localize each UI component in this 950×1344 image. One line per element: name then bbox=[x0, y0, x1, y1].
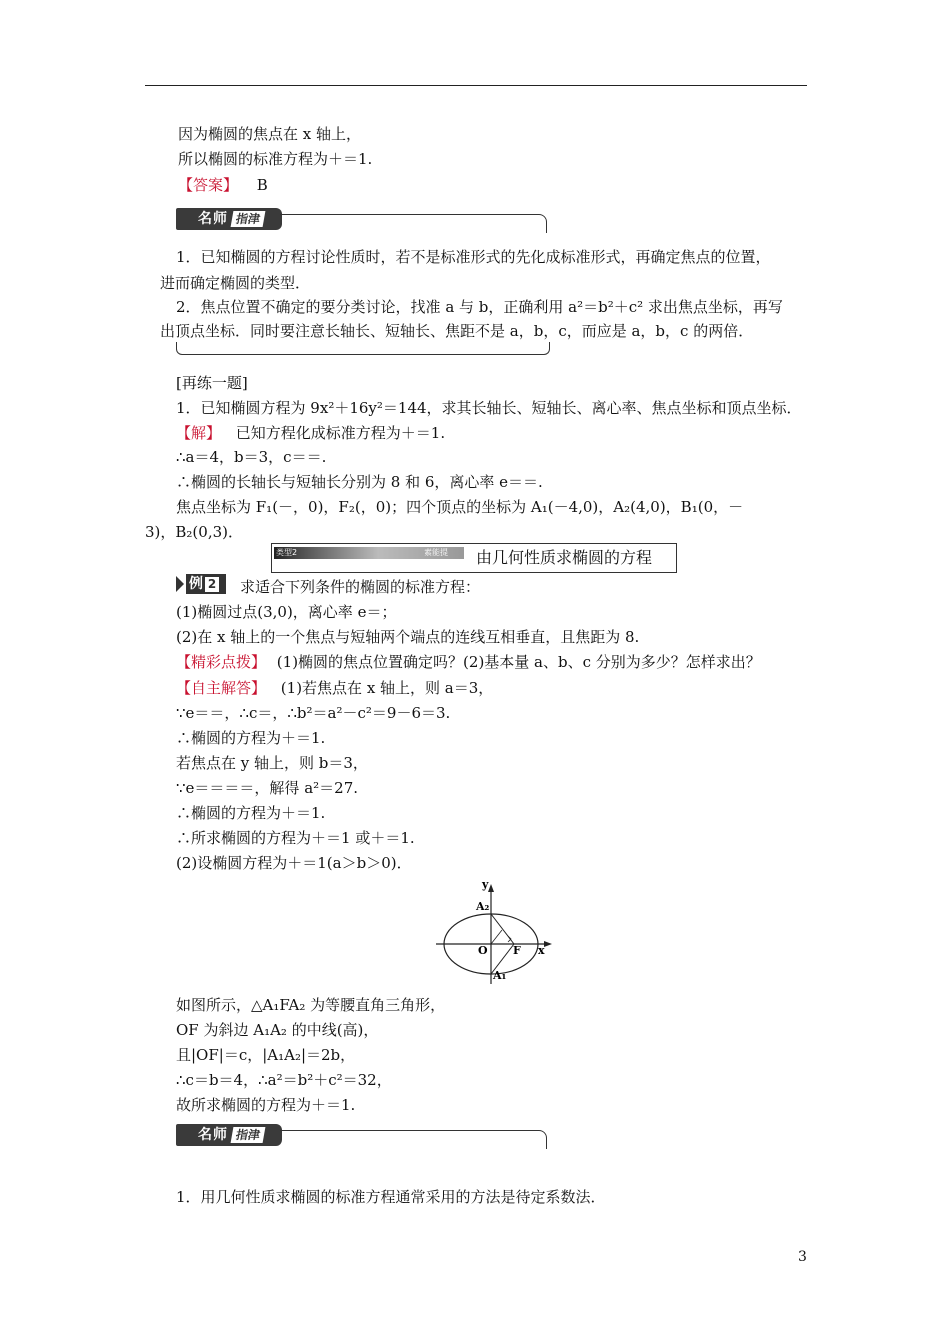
self-solution-tag: 【自主解答】 bbox=[176, 679, 267, 697]
a2-label: A₂ bbox=[476, 900, 490, 913]
answer-tag: 【答案】 bbox=[178, 176, 239, 194]
tip-badge-word1: 名师 bbox=[198, 211, 228, 227]
tip-box-frame-top bbox=[280, 1130, 547, 1149]
example-condition: (2)在 x 轴上的一个焦点与短轴两个端点的连线互相垂直，且焦距为 8. bbox=[176, 628, 640, 646]
segment-of bbox=[491, 930, 502, 944]
y-label: y bbox=[482, 878, 489, 891]
solution-text: (2)设椭圆方程为＋＝1(a＞b＞0)． bbox=[176, 854, 412, 872]
a1-label: A₁ bbox=[493, 969, 507, 982]
text-line: 因为椭圆的焦点在 x 轴上， bbox=[178, 125, 361, 143]
hint-text: (1)椭圆的焦点位置确定吗？(2)基本量 a、b、c 分别为多少？怎样求出？ bbox=[276, 653, 761, 671]
type-banner bbox=[271, 543, 677, 573]
tip-text: 1．用几何性质求椭圆的标准方程通常采用的方法是待定系数法． bbox=[176, 1188, 606, 1206]
solution-text: ∴椭圆的方程为＋＝1. bbox=[176, 804, 326, 822]
answer-value: B bbox=[256, 176, 268, 194]
example-condition: (1)椭圆过点(3,0)，离心率 e＝； bbox=[176, 603, 397, 621]
figure-explanation: 故所求椭圆的方程为＋＝1. bbox=[176, 1096, 356, 1114]
tip-badge bbox=[176, 1124, 282, 1146]
figure-explanation: OF 为斜边 A₁A₂ 的中线(高)， bbox=[176, 1021, 379, 1039]
y-axis-arrow bbox=[488, 884, 494, 892]
text-line: 所以椭圆的标准方程为＋＝1. bbox=[178, 150, 373, 168]
solution-text: 若焦点在 y 轴上，则 b＝3， bbox=[176, 754, 368, 772]
solution-text: ∴所求椭圆的方程为＋＝1 或＋＝1. bbox=[176, 829, 415, 847]
example-badge bbox=[176, 574, 228, 594]
page-number: 3 bbox=[798, 1249, 807, 1265]
figure-explanation: ∴c＝b＝4，∴a²＝b²＋c²＝32， bbox=[176, 1071, 392, 1089]
solution-tag: 【解】 bbox=[176, 424, 222, 442]
section-label: [再练一题] bbox=[176, 374, 248, 392]
tip-badge-word1: 名师 bbox=[198, 1127, 228, 1143]
example-label: 例 bbox=[189, 576, 203, 592]
self-solution-text: (1)若焦点在 x 轴上，则 a＝3， bbox=[280, 679, 494, 697]
solution-text: ∴椭圆的长轴长与短轴长分别为 8 和 6，离心率 e＝＝. bbox=[176, 473, 543, 491]
hint-tag: 【精彩点拨】 bbox=[176, 653, 267, 671]
ellipse-figure bbox=[434, 876, 558, 986]
solution-text: 焦点坐标为 F₁(－，0)，F₂(，0)；四个顶点的坐标为 A₁(－4,0)，A₂(4,0)，B₁(0，－ bbox=[176, 498, 744, 516]
solution-text: 3)，B₂(0,3)． bbox=[145, 523, 243, 541]
type-title: 由几何性质求椭圆的方程 bbox=[476, 548, 653, 567]
question-text: 1．已知椭圆方程为 9x²＋16y²＝144，求其长轴长、短轴长、离心率、焦点坐标和顶点坐标． bbox=[176, 399, 802, 417]
solution-text: ∵e＝＝＝＝，解得 a²＝27. bbox=[176, 779, 359, 797]
type-tag: 类型2 bbox=[276, 548, 298, 557]
right-angle-mark bbox=[508, 936, 511, 942]
tip-text: 1．已知椭圆的方程讨论性质时，若不是标准形式的先化成标准形式，再确定焦点的位置， bbox=[176, 248, 771, 266]
figure-explanation: 且|OF|＝c，|A₁A₂|＝2b， bbox=[176, 1046, 356, 1064]
example-box bbox=[186, 574, 226, 594]
tip-box-frame-top bbox=[280, 214, 547, 233]
tip-text: 出顶点坐标．同时要注意长轴长、短轴长、焦距不是 a，b，c，而应是 a，b，c 的两倍． bbox=[160, 322, 754, 340]
tip-box-header bbox=[176, 208, 548, 234]
solution-text: ∴椭圆的方程为＋＝1. bbox=[176, 729, 326, 747]
header-rule bbox=[145, 85, 807, 86]
solution-text: ∴a＝4，b＝3，c＝＝. bbox=[176, 448, 327, 466]
example-number: 2 bbox=[205, 577, 219, 592]
tip-box-frame-bottom bbox=[176, 342, 550, 355]
hint-line bbox=[176, 651, 761, 672]
origin-label: O bbox=[478, 944, 488, 957]
self-solution-line bbox=[176, 677, 493, 698]
solution-text: 已知方程化成标准方程为＋＝1. bbox=[235, 424, 446, 442]
tip-badge-word2: 指津 bbox=[231, 211, 266, 227]
x-axis-arrow bbox=[544, 941, 552, 947]
focus-label: F bbox=[513, 944, 521, 957]
arrow-icon bbox=[176, 576, 184, 592]
x-label: x bbox=[538, 944, 545, 957]
type-tag-right: 素能提 bbox=[424, 548, 448, 557]
solution-line bbox=[176, 422, 445, 443]
answer-line bbox=[178, 174, 268, 195]
tip-badge bbox=[176, 208, 282, 230]
solution-text: ∵e＝＝，∴c＝，∴b²＝a²－c²＝9－6＝3. bbox=[176, 704, 451, 722]
tip-badge-word2: 指津 bbox=[231, 1127, 266, 1143]
tip-box-header bbox=[176, 1124, 548, 1150]
tip-text: 2．焦点位置不确定的要分类讨论，找准 a 与 b，正确利用 a²＝b²＋c² 求出焦点坐标，再写 bbox=[176, 298, 783, 316]
figure-explanation: 如图所示，△A₁FA₂ 为等腰直角三角形， bbox=[176, 996, 446, 1014]
tip-text: 进而确定椭圆的类型． bbox=[160, 274, 311, 292]
example-question: 求适合下列条件的椭圆的标准方程： bbox=[240, 578, 481, 596]
